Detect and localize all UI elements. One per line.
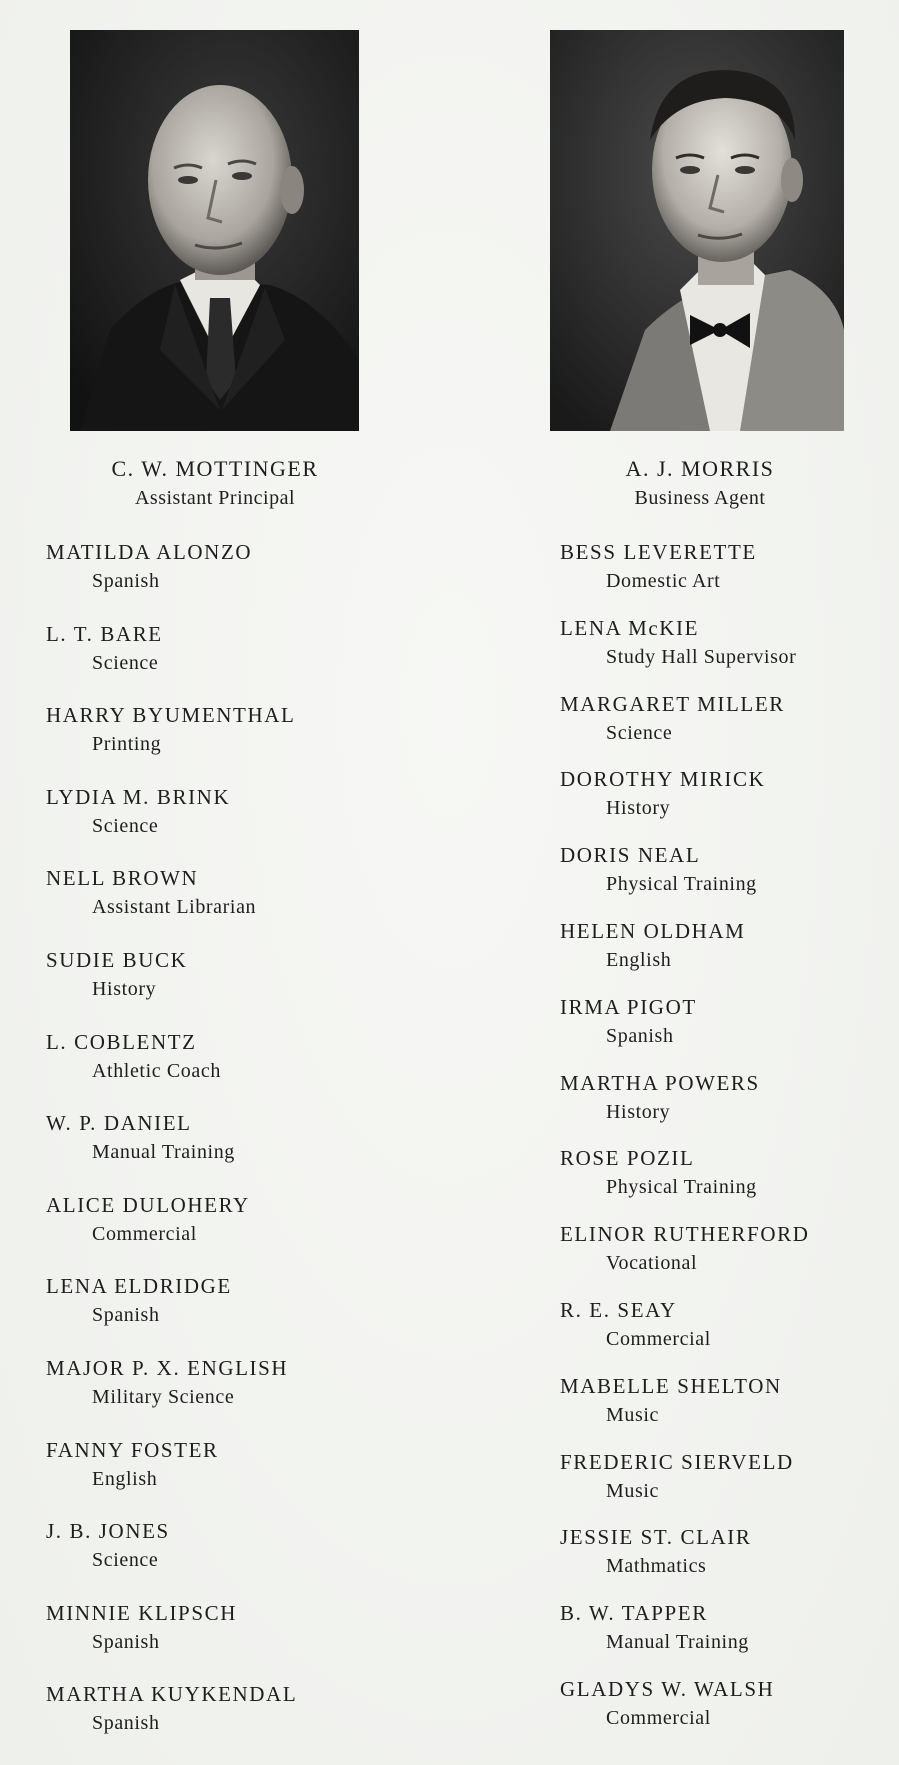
faculty-name: MARGARET MILLER xyxy=(560,691,785,716)
list-item xyxy=(560,1144,809,1220)
list-item xyxy=(560,1220,809,1296)
faculty-name: LENA McKIE xyxy=(560,615,700,640)
list-item xyxy=(560,1296,809,1372)
list-item xyxy=(46,1517,297,1599)
faculty-name: ELINOR RUTHERFORD xyxy=(560,1222,810,1247)
faculty-subject: Commercial xyxy=(606,1706,711,1729)
faculty-subject: Spanish xyxy=(92,1712,160,1735)
faculty-subject: Printing xyxy=(92,733,162,756)
list-item xyxy=(560,1372,809,1448)
faculty-name: BESS LEVERETTE xyxy=(560,540,757,564)
faculty-name: ROSE POZIL xyxy=(560,1146,695,1171)
faculty-name: MAJOR P. X. ENGLISH xyxy=(46,1355,289,1380)
faculty-subject: History xyxy=(92,977,157,1000)
faculty-subject: Vocational xyxy=(606,1252,698,1275)
featured-role: Business Agent xyxy=(634,487,766,509)
list-item xyxy=(560,1675,809,1751)
faculty-name: IRMA PIGOT xyxy=(560,994,697,1019)
list-item xyxy=(560,993,809,1069)
faculty-subject: Mathmatics xyxy=(606,1555,707,1578)
faculty-subject: Manual Training xyxy=(606,1631,749,1654)
featured-name: A. J. MORRIS xyxy=(625,456,775,481)
faculty-subject: Science xyxy=(92,1549,159,1572)
list-item xyxy=(46,538,297,620)
faculty-name: B. W. TAPPER xyxy=(560,1601,708,1626)
list-item xyxy=(46,1109,297,1191)
faculty-name: HELEN OLDHAM xyxy=(560,918,746,943)
faculty-name: J. B. JONES xyxy=(46,1519,170,1544)
faculty-subject: English xyxy=(606,948,672,971)
faculty-name: SUDIE BUCK xyxy=(46,947,188,972)
faculty-subject: Athletic Coach xyxy=(92,1059,221,1082)
portrait-photo-morris xyxy=(550,30,844,431)
faculty-subject: Assistant Librarian xyxy=(92,896,257,919)
faculty-name: MINNIE KLIPSCH xyxy=(46,1600,237,1625)
featured-role: Assistant Principal xyxy=(134,487,296,509)
list-item xyxy=(46,1272,297,1354)
list-item xyxy=(560,1599,809,1675)
featured-name: C. W. MOTTINGER xyxy=(111,456,319,481)
faculty-subject: Commercial xyxy=(606,1327,711,1350)
faculty-name: MABELLE SHELTON xyxy=(560,1373,782,1398)
faculty-subject: History xyxy=(606,797,671,820)
list-item xyxy=(560,538,809,614)
list-item xyxy=(560,1069,809,1145)
faculty-name: LYDIA M. BRINK xyxy=(46,784,231,809)
faculty-subject: Music xyxy=(606,1403,659,1426)
faculty-subject: Science xyxy=(606,721,673,744)
faculty-subject: Domestic Art xyxy=(606,570,721,592)
list-item xyxy=(46,1599,297,1681)
faculty-subject: Spanish xyxy=(92,570,160,592)
faculty-name: JESSIE ST. CLAIR xyxy=(560,1525,752,1550)
list-item xyxy=(46,1191,297,1273)
list-item xyxy=(46,1680,297,1762)
list-item xyxy=(560,690,809,766)
faculty-subject: English xyxy=(92,1467,158,1490)
faculty-subject: Spanish xyxy=(92,1630,160,1653)
faculty-name: ALICE DULOHERY xyxy=(46,1192,250,1217)
featured-caption-left xyxy=(45,455,385,513)
faculty-subject: Spanish xyxy=(92,1304,160,1327)
list-item xyxy=(46,1436,297,1518)
portrait-photo-mottinger xyxy=(70,30,359,431)
list-item xyxy=(46,620,297,702)
faculty-subject: Physical Training xyxy=(606,1176,757,1199)
faculty-name: MARTHA POWERS xyxy=(560,1070,760,1095)
faculty-subject: Spanish xyxy=(606,1024,674,1047)
list-item xyxy=(560,841,809,917)
list-item xyxy=(46,783,297,865)
faculty-name: MATILDA ALONZO xyxy=(46,540,253,564)
faculty-name: R. E. SEAY xyxy=(560,1297,677,1322)
faculty-name: W. P. DANIEL xyxy=(46,1111,192,1136)
faculty-subject: Commercial xyxy=(92,1222,197,1245)
faculty-name: DORIS NEAL xyxy=(560,843,701,868)
list-item xyxy=(560,1523,809,1599)
list-item xyxy=(560,614,809,690)
faculty-name: L. COBLENTZ xyxy=(46,1029,197,1054)
list-item xyxy=(46,1028,297,1110)
faculty-subject: Science xyxy=(92,651,159,674)
faculty-name: DOROTHY MIRICK xyxy=(560,767,766,792)
faculty-name: L. T. BARE xyxy=(46,621,163,646)
faculty-subject: Music xyxy=(606,1479,659,1502)
faculty-name: HARRY BYUMENTHAL xyxy=(46,703,296,728)
faculty-subject: Military Science xyxy=(92,1385,235,1408)
list-item xyxy=(46,701,297,783)
faculty-name: NELL BROWN xyxy=(46,866,199,891)
faculty-name: FREDERIC SIERVELD xyxy=(560,1449,794,1474)
featured-caption-right xyxy=(530,455,870,513)
faculty-name: FANNY FOSTER xyxy=(46,1437,219,1462)
faculty-name: MARTHA KUYKENDAL xyxy=(46,1682,298,1707)
list-item xyxy=(560,1448,809,1524)
faculty-list-right xyxy=(560,538,809,1751)
list-item xyxy=(560,917,809,993)
faculty-subject: Manual Training xyxy=(92,1141,235,1164)
faculty-name: GLADYS W. WALSH xyxy=(560,1676,775,1701)
faculty-subject: History xyxy=(606,1100,671,1123)
list-item xyxy=(46,864,297,946)
list-item xyxy=(46,1354,297,1436)
list-item xyxy=(560,765,809,841)
faculty-list-left xyxy=(46,538,297,1762)
faculty-subject: Science xyxy=(92,814,159,837)
list-item xyxy=(46,946,297,1028)
faculty-subject: Physical Training xyxy=(606,873,757,896)
faculty-name: LENA ELDRIDGE xyxy=(46,1274,232,1299)
faculty-subject: Study Hall Supervisor xyxy=(606,645,797,668)
